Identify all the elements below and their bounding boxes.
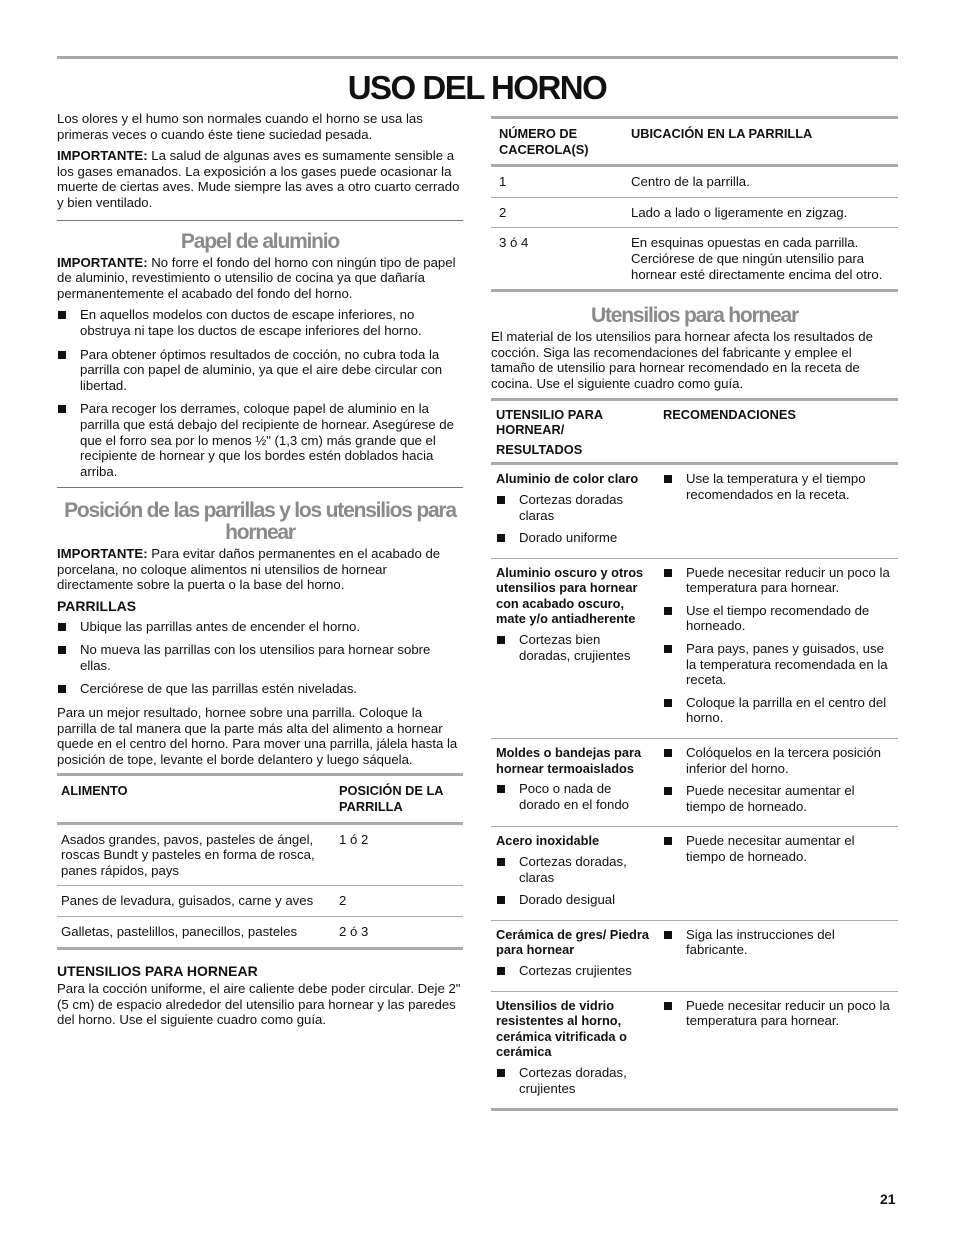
intro-paragraph: Los olores y el humo son normales cuando el horno se usa las primeras veces o cuando éste tiene suciedad pesada. — [57, 111, 423, 142]
section-divider — [57, 487, 463, 488]
utensil-name: Aluminio de color claro — [496, 471, 639, 487]
left-column — [57, 111, 463, 1034]
heading-utensilios: Utensilios para hornear — [591, 304, 798, 328]
list-item: Use la temperatura y el tiempo recomendados en la receta. — [663, 471, 893, 502]
list-item: Dorado desigual — [496, 892, 653, 908]
list-item: Para pays, panes y guisados, use la temperatura recomendada en la receta. — [663, 641, 893, 688]
table-cell: 2 ó 3 — [335, 916, 463, 948]
list-item: Para recoger los derrames, coloque papel de aluminio en la parrilla que está debajo del recipiente de hornear. Asegúrese de que el forro sea por lo menos ½" (1,3 cm) más grande que el recipiente de hornear y que los bordes estén doblados hacia arriba. — [57, 401, 463, 479]
utensilios-paragraph: El material de los utensilios para hornear afecta los resultados de cocción. Siga las recomendaciones del fabricante y emplee el tamaño de utensilio para hornear recomendado en la receta de cocina. Use el siguiente cuadro como guía. — [491, 329, 873, 391]
table-header: UTENSILIO PARA HORNEAR/ RESULTADOS — [491, 399, 658, 464]
aluminio-list — [57, 307, 463, 479]
table-cell: Lado a lado o ligeramente en zigzag. — [623, 197, 898, 228]
table-header: NÚMERO DE CACEROLA(S) — [491, 118, 623, 166]
list-item: Dorado uniforme — [496, 530, 653, 546]
list-item: Puede necesitar aumentar el tiempo de horneado. — [663, 783, 893, 814]
aluminio-important: IMPORTANTE: No forre el fondo del horno con ningún tipo de papel de aluminio, revestimiento o utensilio de cocina ya que dañaría permanentemente el acabado del fondo del horno. — [57, 254, 456, 301]
list-item: Cortezas doradas, crujientes — [496, 1065, 653, 1096]
list-item: Cortezas doradas claras — [496, 492, 653, 523]
utensil-name: Utensilios de vidrio resistentes al horno, cerámica vitrificada o cerámica — [496, 997, 627, 1060]
heading-papel-aluminio: Papel de aluminio — [180, 229, 340, 253]
posicion-important: IMPORTANTE: Para evitar daños permanentes en el acabado de porcelana, no coloque alimentos ni utensilios de hornear directamente sobre la puerta o la base del horno. — [57, 546, 441, 593]
table-row — [57, 823, 463, 886]
list-item: No mueva las parrillas con los utensilios para hornear sobre ellas. — [57, 642, 463, 673]
top-rule — [57, 56, 898, 59]
table-row — [57, 916, 463, 948]
right-column — [491, 116, 898, 1111]
table-header: ALIMENTO — [57, 775, 335, 823]
table-row — [491, 827, 898, 920]
utensil-name: Acero inoxidable — [496, 833, 600, 849]
table-cell: Galletas, pastelillos, panecillos, pasteles — [57, 916, 335, 948]
utensilios-subheading: UTENSILIOS PARA HORNEAR — [57, 962, 258, 979]
table-header: RECOMENDACIONES — [658, 399, 898, 464]
list-item: Cerciórese de que las parrillas estén niveladas. — [57, 681, 463, 697]
table-cell: Asados grandes, pavos, pasteles de ángel, roscas Bundt y pasteles en forma de rosca, panes rápidos, pays — [61, 831, 315, 878]
utensil-name: Moldes o bandejas para hornear termoaislados — [496, 745, 642, 776]
table-header: POSICIÓN DE LA PARRILLA — [335, 775, 463, 823]
page-number: 21 — [880, 1191, 896, 1207]
utensil-name: Cerámica de gres/ Piedra para hornear — [496, 926, 649, 958]
list-item: Puede necesitar aumentar el tiempo de horneado. — [663, 833, 893, 864]
table-cell: Panes de levadura, guisados, carne y aves — [57, 886, 335, 917]
table-row — [491, 197, 898, 228]
table-row — [491, 920, 898, 991]
table-cell: 1 — [499, 174, 507, 190]
list-item: Use el tiempo recomendado de horneado. — [663, 603, 893, 634]
list-item: Poco o nada de dorado en el fondo — [496, 781, 653, 812]
table-row — [491, 991, 898, 1110]
list-item: Puede necesitar reducir un poco la temperatura para hornear. — [663, 565, 893, 596]
table-cell: 3 ó 4 — [491, 228, 623, 291]
parrillas-list — [57, 619, 463, 697]
list-item: Coloque la parrilla en el centro del horno. — [663, 695, 893, 726]
page-title: USO DEL HORNO — [347, 69, 607, 106]
list-item: Cortezas doradas, claras — [496, 854, 653, 885]
list-item: Para obtener óptimos resultados de cocción, no cubra toda la parrilla con papel de aluminio, ya que el aire debe circular con libertad. — [57, 347, 463, 394]
heading-posicion-parrillas: Posición de las parrillas y los utensilios para hornear — [64, 499, 456, 545]
table-header: UBICACIÓN EN LA PARRILLA — [623, 118, 898, 166]
list-item: En aquellos modelos con ductos de escape inferiores, no obstruya ni tape los ductos de escape inferiores del horno. — [57, 307, 463, 338]
utensilios-table — [491, 398, 898, 1112]
list-item: Colóquelos en la tercera posición inferior del horno. — [663, 745, 893, 776]
utensilios-spacing-paragraph: Para la cocción uniforme, el aire caliente debe poder circular. Deje 2" (5 cm) de espacio alrededor del utensilio para hornear y las paredes del horno. Use el siguiente cuadro como guía. — [57, 981, 461, 1028]
table-row — [491, 739, 898, 827]
list-item: Ubique las parrillas antes de encender el horno. — [57, 619, 463, 635]
table-row — [491, 558, 898, 738]
utensil-name: Aluminio oscuro y otros utensilios para hornear con acabado oscuro, mate y/o antiadherente — [496, 564, 644, 627]
list-item: Siga las instrucciones del fabricante. — [663, 927, 893, 958]
list-item: Cortezas crujientes — [496, 963, 653, 979]
table-cell: Centro de la parrilla. — [631, 174, 750, 190]
table-row — [491, 228, 898, 291]
alimento-table — [57, 773, 463, 949]
table-cell: En esquinas opuestas en cada parrilla. Cerciórese de que ningún utensilio para hornear esté directamente encima del otro. — [623, 228, 898, 291]
list-item: Cortezas bien doradas, crujientes — [496, 632, 653, 663]
table-cell: 1 ó 2 — [339, 831, 369, 847]
table-row — [491, 464, 898, 558]
important-birds-paragraph: IMPORTANTE: La salud de algunas aves es sumamente sensible a los gases emanados. La exposición a los gases puede ocasionar la muerte de ciertas aves. Mude siempre las aves a otro cuarto cerrado y bien ventilado. — [57, 148, 460, 210]
table-row — [491, 166, 898, 198]
cacerolas-table — [491, 116, 898, 292]
section-divider — [57, 220, 463, 221]
table-cell: 2 — [491, 197, 623, 228]
table-row — [57, 886, 463, 917]
table-cell: 2 — [335, 886, 463, 917]
list-item: Puede necesitar reducir un poco la temperatura para hornear. — [663, 998, 893, 1029]
parrillas-heading: PARRILLAS — [57, 598, 137, 615]
parrilla-instructions: Para un mejor resultado, hornee sobre una parrilla. Coloque la parrilla de tal manera que la parte más alta del alimento a hornear quede en el centro del horno. Para mover una parrilla, jálela hasta la posición de tope, levante el borde delantero y luego sáquela. — [57, 705, 458, 767]
